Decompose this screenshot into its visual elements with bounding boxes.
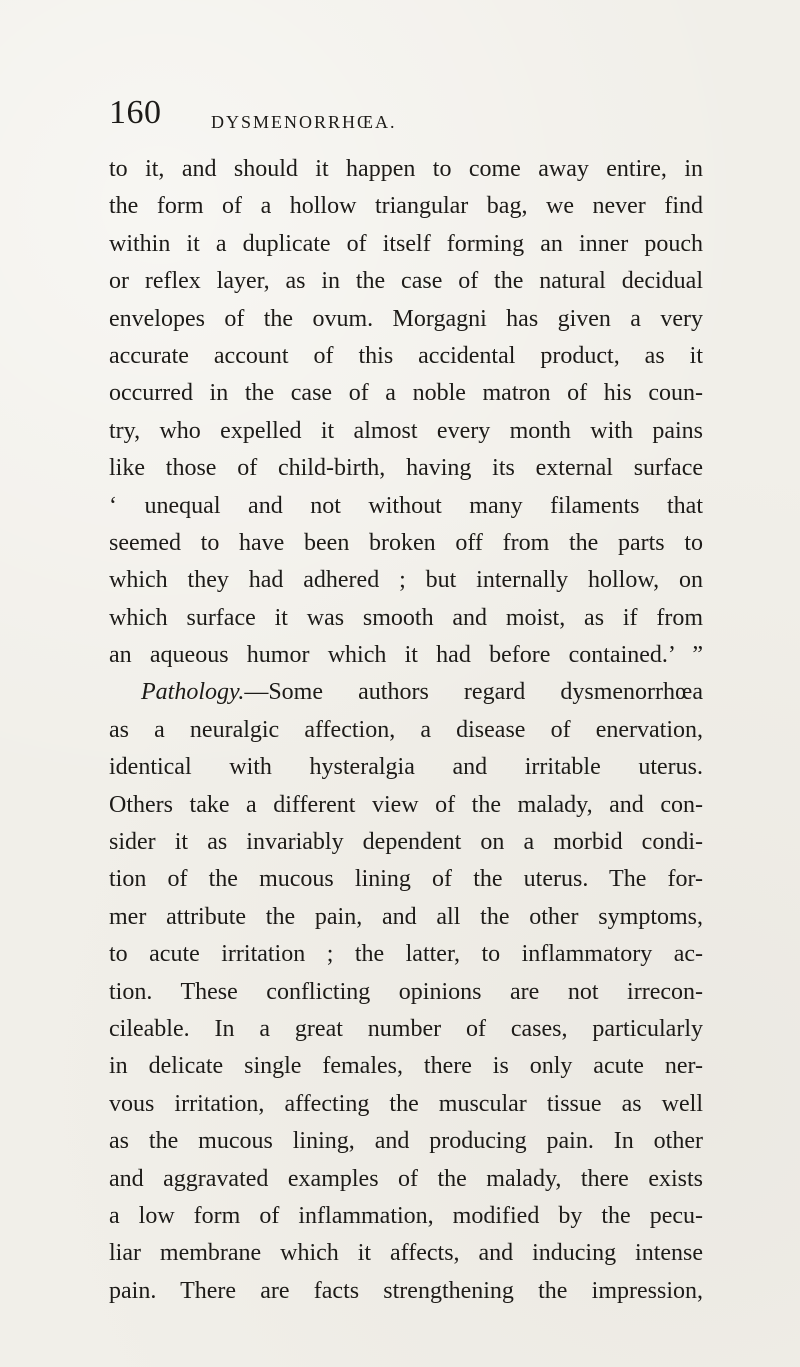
running-title: DYSMENORRHŒA. [211, 112, 397, 132]
text-line-9: like those of child-birth, having its external surface [109, 455, 703, 482]
text-line-12: which they had adhered ; but internally hollow, on [109, 567, 703, 594]
text-line-3: within it a duplicate of itself forming an inner pouch [109, 230, 703, 257]
text-line-6: accurate account of this accidental product, as it [109, 342, 703, 369]
pathology-line-11: in delicate single females, there is only acute ner- [109, 1053, 703, 1080]
pathology-line-5: sider it as invariably dependent on a morbid condi- [109, 829, 703, 856]
text-line-1: to it, and should it happen to come away entire, in [109, 156, 703, 182]
text-line-4: or reflex layer, as in the case of the natural decidual [109, 268, 703, 295]
pathology-line-14: and aggravated examples of the malady, there exists [109, 1165, 703, 1192]
pathology-line-4: Others take a different view of the malady, and con- [109, 791, 703, 818]
pathology-line-15: a low form of inflammation, modified by the pecu- [109, 1202, 703, 1229]
text-line-5: envelopes of the ovum. Morgagni has given a very [109, 305, 703, 332]
page-header [109, 96, 709, 140]
text-line-7: occurred in the case of a noble matron of his coun- [109, 380, 703, 407]
pathology-heading: Pathology. [141, 679, 245, 706]
text-line-8: try, who expelled it almost every month with pains [109, 417, 703, 444]
pathology-line-7: mer attribute the pain, and all the other symptoms, [109, 903, 703, 930]
text-line-11: seemed to have been broken off from the parts to [109, 529, 703, 556]
pathology-line-16: liar membrane which it affects, and inducing intense [109, 1240, 703, 1267]
page-number: 160 [109, 94, 162, 131]
pathology-line-10: cileable. In a great number of cases, particularly [109, 1015, 703, 1042]
pathology-line-17: pain. There are facts strengthening the impression, [109, 1277, 703, 1304]
pathology-first-line-text: —Some authors regard dysmenorrhœa [244, 679, 703, 706]
text-line-2: the form of a hollow triangular bag, we never find [109, 193, 703, 220]
pathology-line-3: identical with hysteralgia and irritable uterus. [109, 754, 703, 781]
text-line-10: ‘ unequal and not without many filaments that [109, 492, 703, 519]
pathology-line-6: tion of the mucous lining of the uterus. The for- [109, 866, 703, 893]
pathology-first-line [109, 674, 703, 711]
pathology-line-8: to acute irritation ; the latter, to inflammatory ac- [109, 941, 703, 968]
pathology-line-9: tion. These conflicting opinions are not irrecon- [109, 978, 703, 1005]
pathology-line-2: as a neuralgic affection, a disease of enervation, [109, 716, 703, 743]
text-line-14: an aqueous humor which it had before contained.’ ” [109, 642, 703, 669]
pathology-line-13: as the mucous lining, and producing pain. In other [109, 1128, 703, 1155]
body-text [109, 151, 703, 1310]
pathology-line-12: vous irritation, affecting the muscular tissue as well [109, 1090, 703, 1117]
text-line-13: which surface it was smooth and moist, as if from [109, 604, 703, 631]
